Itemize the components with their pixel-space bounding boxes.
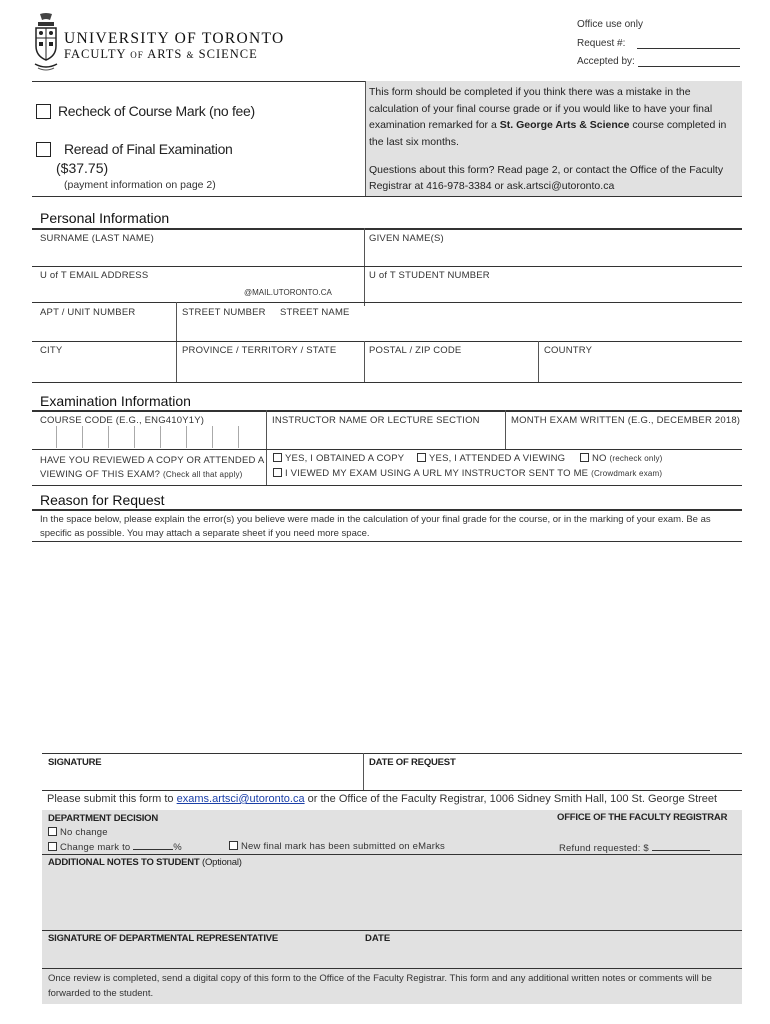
rep-signature-field[interactable] [46, 946, 356, 966]
reread-fee: ($37.75) [56, 160, 109, 176]
personal-info-title: Personal Information [40, 210, 170, 226]
new-mark-option[interactable]: New final mark has been submitted on eMarks [229, 841, 445, 852]
email-suffix: @MAIL.UTORONTO.CA [244, 288, 332, 297]
reviewed-question: HAVE YOU REVIEWED A COPY OR ATTENDED A VIEWING OF THIS EXAM? (Check all that apply) [40, 455, 265, 480]
month-written-label: MONTH EXAM WRITTEN (E.G., DECEMBER 2018) [511, 415, 741, 426]
reread-label: Reread of Final Examination [64, 141, 233, 157]
attended-viewing-checkbox[interactable] [417, 453, 426, 462]
accepted-by-label: Accepted by: [577, 56, 635, 67]
additional-notes-label: ADDITIONAL NOTES TO STUDENT (Optional) [48, 857, 242, 868]
signature-label: SIGNATURE [48, 757, 102, 768]
country-label: COUNTRY [544, 345, 593, 356]
student-number-field[interactable] [368, 282, 738, 302]
recheck-checkbox[interactable] [36, 104, 51, 119]
rep-signature-label: SIGNATURE OF DEPARTMENTAL REPRESENTATIVE [48, 933, 279, 944]
student-number-label: U of T STUDENT NUMBER [369, 270, 490, 281]
request-number-label: Request #: [577, 38, 626, 49]
email-field[interactable] [38, 281, 238, 301]
reason-text-area[interactable] [36, 545, 738, 745]
given-name-label: GIVEN NAME(S) [369, 233, 444, 244]
course-code-boxes[interactable] [56, 426, 264, 448]
request-number-field[interactable] [637, 36, 740, 49]
exam-info-title: Examination Information [40, 393, 191, 409]
option-no[interactable]: NO (recheck only) [580, 453, 663, 464]
reason-title: Reason for Request [40, 492, 165, 508]
signature-field[interactable] [46, 770, 358, 788]
surname-label: SURNAME (LAST NAME) [40, 233, 154, 244]
office-use-label: Office use only [577, 19, 643, 30]
email-label: U of T EMAIL ADDRESS [40, 270, 149, 281]
reason-instructions: In the space below, please explain the error(s) you believe were made in the calculation of your final grade for the course, or in the marking of your exam. Be as specific as possible. You may attach a separate sheet if you need more space. [40, 514, 711, 539]
university-crest-logo [32, 12, 60, 74]
province-label: PROVINCE / TERRITORY / STATE [182, 345, 337, 356]
reread-checkbox[interactable] [36, 142, 51, 157]
street-number-label: STREET NUMBER [182, 307, 266, 318]
rep-date-label: DATE [365, 933, 391, 944]
university-name: UNIVERSITY OF TORONTO [64, 30, 285, 47]
given-name-field[interactable] [368, 245, 738, 265]
change-mark-checkbox[interactable] [48, 842, 57, 851]
department-decision-label: DEPARTMENT DECISION [48, 813, 159, 824]
submit-instructions: Please submit this form to exams.artsci@utoronto.ca or the Office of the Faculty Registrar, 1006 Sidney Smith Hall, 100 St. George Street [47, 793, 718, 805]
date-of-request-label: DATE OF REQUEST [369, 757, 456, 768]
registrar-title: OFFICE OF THE FACULTY REGISTRAR [557, 812, 728, 823]
payment-note: (payment information on page 2) [64, 179, 216, 191]
refund-requested: Refund requested: $ [559, 842, 710, 854]
rep-date-field[interactable] [364, 946, 738, 966]
no-checkbox[interactable] [580, 453, 589, 462]
city-label: CITY [40, 345, 63, 356]
option-viewed-url[interactable]: I VIEWED MY EXAM USING A URL MY INSTRUCTOR SENT TO ME (Crowdmark exam) [273, 468, 662, 479]
questions-text: Questions about this form? Read page 2, or contact the Office of the Faculty Registrar at 416-978-3384 or ask.artsci@utoronto.ca [369, 164, 724, 192]
obtained-copy-checkbox[interactable] [273, 453, 282, 462]
submit-email-link[interactable]: exams.artsci@utoronto.ca [176, 793, 305, 805]
additional-notes-field[interactable] [46, 872, 738, 927]
accepted-by-field[interactable] [638, 54, 740, 67]
apt-unit-label: APT / UNIT NUMBER [40, 307, 136, 318]
change-mark-field[interactable] [133, 841, 173, 850]
faculty-name: FACULTY OF ARTS & SCIENCE [64, 47, 258, 61]
option-attended-viewing[interactable]: YES, I ATTENDED A VIEWING [417, 453, 565, 464]
new-mark-checkbox[interactable] [229, 841, 238, 850]
postal-code-label: POSTAL / ZIP CODE [369, 345, 462, 356]
instructor-label: INSTRUCTOR NAME OR LECTURE SECTION [272, 415, 480, 426]
option-obtained-copy[interactable]: YES, I OBTAINED A COPY [273, 453, 404, 464]
course-code-label: COURSE CODE (E.G., ENG410Y1Y) [40, 415, 205, 426]
surname-field[interactable] [38, 245, 362, 265]
refund-amount-field[interactable] [652, 842, 710, 851]
date-of-request-field[interactable] [368, 770, 738, 788]
no-change-option[interactable]: No change [48, 827, 108, 838]
footer-note: Once review is completed, send a digital copy of this form to the Office of the Faculty Registrar. This form and any additional written notes or comments will be forwarded to the student. [48, 973, 712, 999]
street-name-label: STREET NAME [280, 307, 350, 318]
no-change-checkbox[interactable] [48, 827, 57, 836]
change-mark-option[interactable]: Change mark to % [48, 841, 182, 853]
info-text: This form should be completed if you think there was a mistake in the calculation of your final course grade or if you would like to have your final examination remarked for a St. George Arts & Science course completed in the last six months. [369, 86, 727, 148]
recheck-label: Recheck of Course Mark (no fee) [58, 103, 255, 119]
viewed-url-checkbox[interactable] [273, 468, 282, 477]
